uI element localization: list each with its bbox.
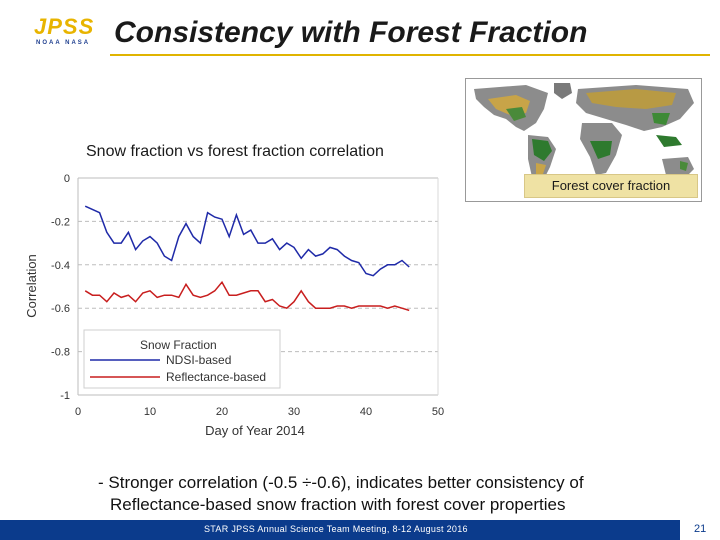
correlation-line-chart bbox=[18, 170, 458, 442]
legend-label-reflectance: Reflectance-based bbox=[166, 370, 267, 384]
x-tick-label: 50 bbox=[431, 406, 445, 418]
footer bbox=[0, 520, 720, 540]
x-tick-labels bbox=[75, 406, 444, 418]
y-tick-label: -0.6 bbox=[51, 303, 70, 316]
bullet-line-2: Reflectance-based snow fraction with forest cover properties bbox=[110, 495, 566, 514]
legend-label-ndsi: NDSI-based bbox=[166, 353, 232, 367]
y-tick-label: 0 bbox=[63, 173, 70, 185]
x-tick-label: 20 bbox=[215, 406, 229, 418]
title-underline bbox=[110, 54, 710, 56]
x-tick-label: 0 bbox=[74, 406, 82, 418]
legend-title: Snow Fraction bbox=[140, 338, 217, 352]
y-tick-label: -0.8 bbox=[51, 346, 70, 359]
y-axis-label: Correlation bbox=[24, 254, 39, 318]
x-tick-label: 10 bbox=[143, 406, 157, 418]
bullet-line-1: - Stronger correlation (-0.5 ÷-0.6), indicates better consistency of bbox=[98, 473, 584, 492]
footer-text: STAR JPSS Annual Science Team Meeting, 8-12 August 2016 bbox=[204, 524, 468, 534]
map-caption: Forest cover fraction bbox=[524, 174, 698, 198]
y-tick-labels bbox=[51, 173, 70, 402]
x-tick-label: 40 bbox=[359, 406, 373, 418]
x-tick-label: 30 bbox=[287, 406, 301, 418]
logo-subtext: NOAA NASA bbox=[36, 40, 91, 46]
chart-title: Snow fraction vs forest fraction correlation bbox=[86, 143, 384, 160]
logo-text: JPSS bbox=[34, 14, 95, 39]
series-line-reflectance bbox=[85, 282, 409, 310]
page-number: 21 bbox=[694, 523, 707, 535]
x-axis-label: Day of Year 2014 bbox=[205, 423, 305, 438]
y-tick-label: -1 bbox=[60, 390, 70, 402]
y-tick-label: -0.4 bbox=[51, 259, 70, 272]
conclusion-bullet bbox=[98, 472, 658, 516]
chart-legend bbox=[84, 330, 280, 388]
y-tick-label: -0.2 bbox=[51, 216, 70, 229]
jpss-logo bbox=[32, 12, 102, 50]
slide-title: Consistency with Forest Fraction bbox=[114, 16, 588, 49]
